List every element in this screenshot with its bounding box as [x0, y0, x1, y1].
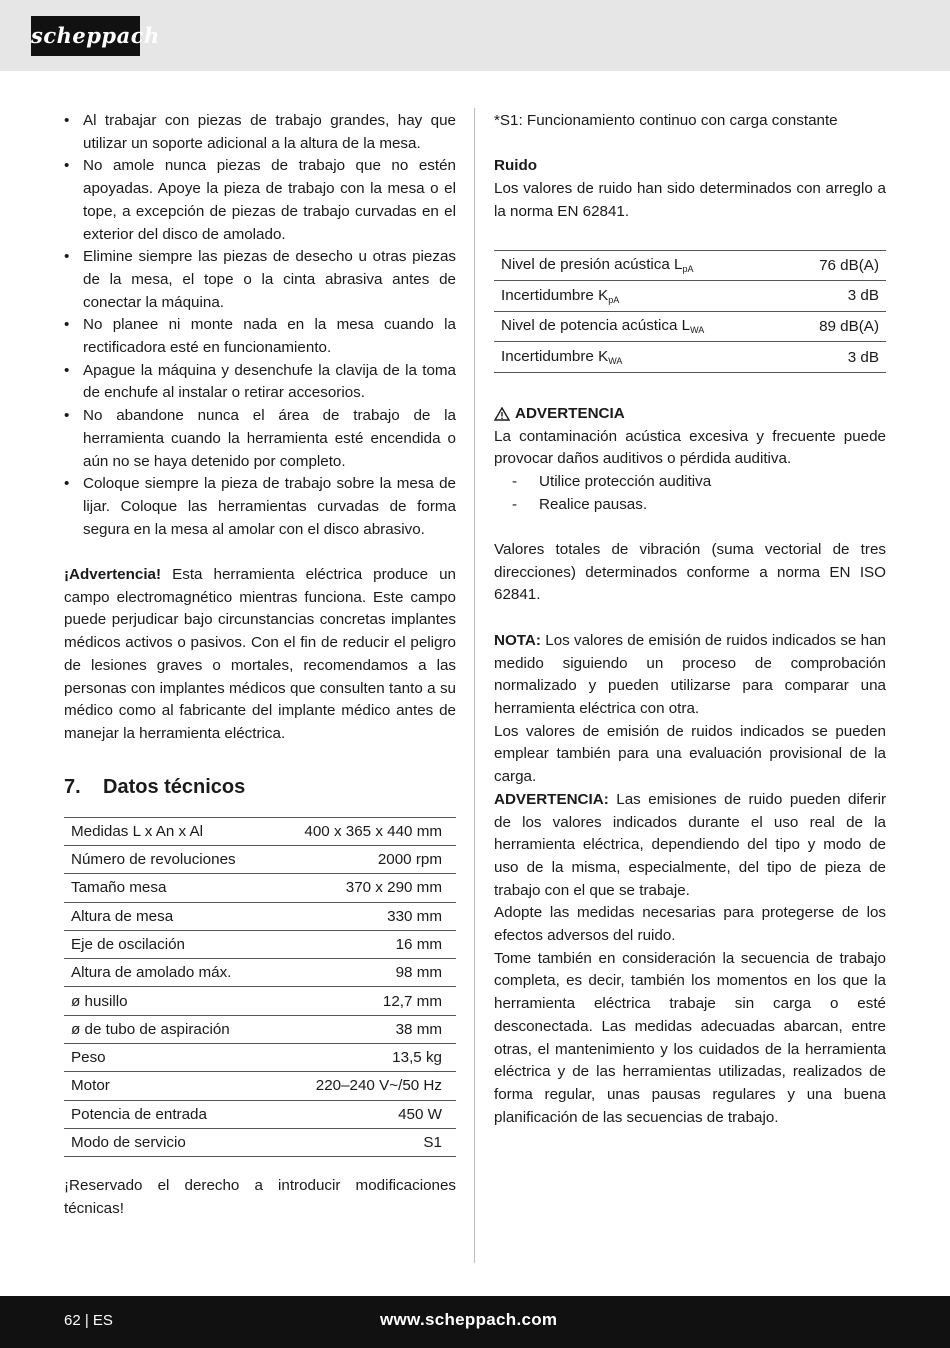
table-row — [64, 902, 456, 930]
table-row — [64, 817, 456, 845]
page-footer — [0, 1296, 950, 1348]
noise-intro: Los valores de ruido han sido determinados con arreglo a la norma EN 62841. — [494, 180, 886, 220]
spec-value: 16 mm — [272, 930, 456, 958]
spec-label: ø husillo — [64, 987, 272, 1015]
spec-label: Número de revoluciones — [64, 845, 272, 873]
bullet-item: • Coloque siempre la pieza de trabajo sobre la mesa de lijar. Coloque las herramientas curvadas de forma segura en la mesa al amolar con el disco abrasivo. — [64, 473, 456, 541]
vibration-text: Valores totales de vibración (suma vectorial de tres direcciones) determinados conforme a norma EN ISO 62841. — [494, 541, 886, 604]
s1-note: *S1: Funcionamiento continuo con carga constante — [494, 112, 838, 129]
noise-heading: Ruido — [494, 157, 538, 175]
section-heading — [64, 774, 456, 800]
spec-value: 98 mm — [272, 959, 456, 987]
section-title: Datos técnicos — [103, 775, 246, 798]
emf-warning-text: Esta herramienta eléctrica produce un campo electromagnético mientras funciona. Este campo puede perjudicar bajo circunstancias concretas implantes médicos activos o pasivos. Con el fin de reducir el peligro de lesiones graves o mortales, recomendamos a las personas con implantes médicos que consulten tanto a su médico como al fabricante del implante médico antes de manejar la herramienta eléctrica. — [64, 566, 456, 742]
spec-label: Peso — [64, 1044, 272, 1072]
noise-label: Incertidumbre $K_{WA}$ — [494, 342, 786, 373]
table-row — [494, 250, 886, 281]
advertencia2-text: Las emisiones de ruido pueden diferir de los valores indicados durante el uso real de la herramienta eléctrica, dependiendo del tipo y modo de uso de la misma, especialmente, del tipo de pieza de trabajo con el que se trabaje. — [494, 790, 886, 899]
noise-label: Nivel de presión acústica $L_{pA}$ — [494, 250, 786, 281]
section-number: 7. — [64, 775, 81, 798]
spec-value: 370 x 290 mm — [272, 874, 456, 902]
spec-label: Tamaño mesa — [64, 874, 272, 902]
table-row — [494, 281, 886, 312]
emf-warning-paragraph — [64, 564, 456, 746]
noise-value: 76 dB(A) — [786, 250, 886, 281]
safety-bullet-list — [64, 110, 456, 541]
spec-value: 220–240 V~/50 Hz — [272, 1072, 456, 1100]
list-item: - Utilice protección auditiva — [494, 471, 886, 494]
warning-triangle-icon — [494, 407, 510, 421]
noise-value: 89 dB(A) — [786, 311, 886, 342]
noise-label: Incertidumbre $K_{pA}$ — [494, 281, 786, 312]
spec-value: 400 x 365 x 440 mm — [272, 817, 456, 845]
noise-label: Nivel de potencia acústica $L_{WA}$ — [494, 311, 786, 342]
spec-label: Altura de mesa — [64, 902, 272, 930]
spec-label: Modo de servicio — [64, 1128, 272, 1156]
advertencia-text: La contaminación acústica excesiva y frecuente puede provocar daños auditivos o pérdida auditiva. — [494, 427, 886, 468]
table-row — [64, 1072, 456, 1100]
spec-label: Altura de amolado máx. — [64, 959, 272, 987]
spec-value: 450 W — [272, 1100, 456, 1128]
table-row — [64, 1015, 456, 1043]
spec-value: 330 mm — [272, 902, 456, 930]
spec-value: S1 — [272, 1128, 456, 1156]
bullet-item: • No amole nunca piezas de trabajo que no estén apoyadas. Apoye la pieza de trabajo con la mesa o el tope, a excepción de piezas de trabajo curvadas en el exterior del disco de amolado. — [64, 155, 456, 246]
reserved-note: ¡Reservado el derecho a introducir modificaciones técnicas! — [64, 1177, 456, 1217]
advertencia2-paragraph — [494, 789, 886, 903]
table-row — [64, 874, 456, 902]
list-item: - Realice pausas. — [494, 494, 886, 517]
nota-label: NOTA: — [494, 631, 541, 649]
spec-label: Medidas L x An x Al — [64, 817, 272, 845]
table-row — [64, 930, 456, 958]
nota-paragraph — [494, 630, 886, 721]
noise-table — [494, 250, 886, 373]
advertencia-heading — [494, 403, 886, 426]
spec-label: Eje de oscilación — [64, 930, 272, 958]
spec-value: 13,5 kg — [272, 1044, 456, 1072]
noise-value: 3 dB — [786, 342, 886, 373]
emission-text: Los valores de emisión de ruidos indicados se pueden emplear también para una evaluación provisional de la carga. — [494, 722, 886, 786]
page-number: 62 | ES — [64, 1312, 113, 1329]
bullet-item: • Elimine siempre las piezas de desecho u otras piezas de la mesa, el tope o la cinta abrasiva antes de conectar la máquina. — [64, 246, 456, 314]
spec-value: 38 mm — [272, 1015, 456, 1043]
table-row — [494, 311, 886, 342]
table-row — [64, 1128, 456, 1156]
advertencia-title: ADVERTENCIA — [515, 404, 625, 422]
table-row — [64, 1044, 456, 1072]
bullet-item: • Apague la máquina y desenchufe la clavija de la toma de enchufe al instalar o retirar accesorios. — [64, 360, 456, 405]
spec-label: Motor — [64, 1072, 272, 1100]
bullet-item: • No planee ni monte nada en la mesa cuando la rectificadora esté en funcionamiento. — [64, 314, 456, 359]
table-row — [64, 845, 456, 873]
advertencia2-label: ADVERTENCIA: — [494, 790, 609, 808]
table-row — [64, 959, 456, 987]
spec-value: 12,7 mm — [272, 987, 456, 1015]
spec-label: Potencia de entrada — [64, 1100, 272, 1128]
table-row — [64, 987, 456, 1015]
noise-value: 3 dB — [786, 281, 886, 312]
emf-warning-label: ¡Advertencia! — [64, 566, 162, 584]
left-column — [64, 110, 456, 1221]
right-column — [494, 110, 886, 1129]
advertencia-list — [494, 471, 886, 516]
spec-label: ø de tubo de aspiración — [64, 1015, 272, 1043]
measures-text: Adopte las medidas necesarias para protegerse de los efectos adversos del ruido. — [494, 904, 886, 945]
website-link[interactable]: www.scheppach.com — [380, 1310, 558, 1329]
technical-data-table — [64, 817, 456, 1158]
scheppach-logo: scheppach — [31, 16, 140, 56]
page-header — [0, 0, 950, 71]
bullet-item: • No abandone nunca el área de trabajo de la herramienta cuando la herramienta esté encendida o aún no se haya detenido por completo. — [64, 405, 456, 473]
sequence-text: Tome también en consideración la secuencia de trabajo completa, es decir, también los momentos en los que la herramienta eléctrica trabaje sin carga o esté desconectada. Las medidas adecuadas abarcan, entre otras, el mantenimiento y los cuidados de la herramienta eléctrica y de las herramientas utilizadas, realizados de forma regular, unas pausas regulares y una buena planificación de las secuencias de trabajo. — [494, 949, 886, 1126]
table-row — [64, 1100, 456, 1128]
nota-text: Los valores de emisión de ruidos indicados se han medido siguiendo un proceso de comprobación normalizado y pueden utilizarse para comparar una herramienta eléctrica con otra. — [494, 631, 886, 717]
bullet-item: • Al trabajar con piezas de trabajo grandes, hay que utilizar un soporte adicional a la altura de la mesa. — [64, 110, 456, 155]
spec-value: 2000 rpm — [272, 845, 456, 873]
table-row — [494, 342, 886, 373]
column-divider — [474, 108, 475, 1263]
